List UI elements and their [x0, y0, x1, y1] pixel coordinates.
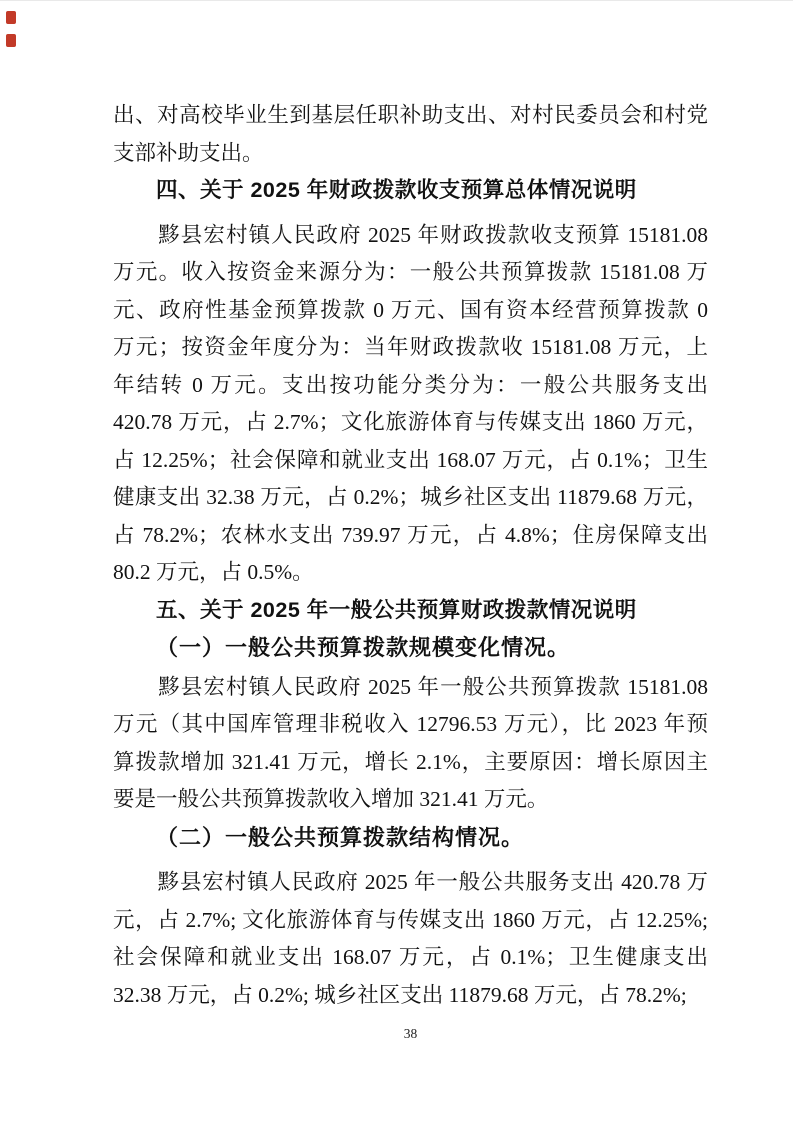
red-annotation-mark-icon	[6, 11, 16, 24]
body-line: 万元。收入按资金来源分为：一般公共预算拨款 15181.08 万	[113, 260, 708, 284]
section-heading-4: 四、关于 2025 年财政拨款收支预算总体情况说明	[156, 178, 637, 202]
red-annotation-mark-icon	[6, 34, 16, 47]
body-line: 420.78 万元，占 2.7%；文化旅游体育与传媒支出 1860 万元，	[113, 410, 708, 434]
subsection-heading-2: （二）一般公共预算拨款结构情况。	[156, 824, 525, 850]
body-line: 80.2 万元，占 0.5%。	[113, 560, 314, 584]
paragraph-fiscal-overview	[113, 217, 708, 592]
body-line: 算拨款增加 321.41 万元，增长 2.1%，主要原因：增长原因主	[113, 749, 708, 774]
paragraph-scale-change	[113, 669, 708, 819]
page-number: 38	[403, 1026, 418, 1041]
section-heading-5: 五、关于 2025 年一般公共预算财政拨款情况说明	[156, 597, 637, 622]
body-line: 万元；按资金年度分为：当年财政拨款收 15181.08 万元，上	[113, 335, 708, 359]
body-line: 元，占 2.7%; 文化旅游体育与传媒支出 1860 万元，占 12.25%;	[113, 907, 708, 932]
body-line: 健康支出 32.38 万元，占 0.2%；城乡社区支出 11879.68 万元，	[113, 485, 708, 509]
body-line: 32.38 万元，占 0.2%; 城乡社区支出 11879.68 万元，占 78.2%;	[113, 982, 687, 1007]
paragraph-structure	[113, 864, 708, 1014]
body-line: 社会保障和就业支出 168.07 万元，占 0.1%；卫生健康支出	[113, 945, 708, 969]
body-line: 黟县宏村镇人民政府 2025 年财政拨款收支预算 15181.08	[113, 222, 708, 247]
body-line: 元、政府性基金预算拨款 0 万元、国有资本经营预算拨款 0	[113, 297, 708, 322]
body-line: 黟县宏村镇人民政府 2025 年一般公共预算拨款 15181.08	[113, 674, 708, 699]
body-line: 占 12.25%；社会保障和就业支出 168.07 万元，占 0.1%；卫生	[113, 447, 708, 472]
body-line: 支部补助支出。	[113, 140, 264, 165]
paragraph-continuation	[113, 97, 708, 172]
subsection-heading-1: （一）一般公共预算拨款规模变化情况。	[156, 635, 571, 660]
body-line: 要是一般公共预算拨款收入增加 321.41 万元。	[113, 787, 549, 811]
body-line: 万元（其中国库管理非税收入 12796.53 万元），比 2023 年预	[113, 712, 708, 736]
document-body	[113, 97, 708, 1014]
body-line: 黟县宏村镇人民政府 2025 年一般公共服务支出 420.78 万	[113, 870, 708, 894]
body-line: 年结转 0 万元。支出按功能分类分为：一般公共服务支出	[113, 372, 708, 397]
body-line: 占 78.2%；农林水支出 739.97 万元，占 4.8%；住房保障支出	[113, 522, 708, 547]
body-line: 出、对高校毕业生到基层任职补助支出、对村民委员会和村党	[113, 103, 708, 127]
